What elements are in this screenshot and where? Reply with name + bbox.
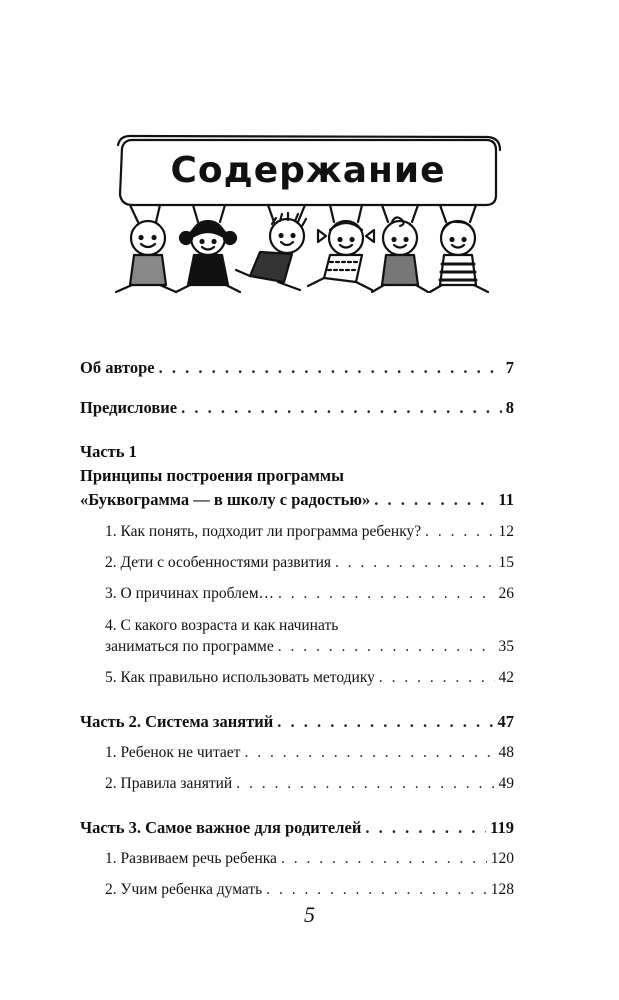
toc-part-3 [80,818,514,900]
toc-subentry[interactable] [80,553,514,573]
dot-leader [181,398,502,418]
toc-page-number: 120 [490,850,514,867]
toc-part-1 [80,440,514,688]
toc-subentry[interactable] [80,522,514,542]
toc-subentry-line1: 4. С какого возраста и как начинать [105,617,339,634]
toc-entry-title: Часть 2. Система занятий [80,712,274,731]
toc-entry-title: 3. О причинах проблем… [105,585,275,602]
dot-leader [335,553,494,573]
toc-entry-title: «Буквограмма — в школу с радостью» [80,490,371,509]
toc-entry-title: 2. Учим ребенка думать [105,881,263,898]
toc-entry-part-3[interactable] [80,818,514,838]
toc-entry-preface[interactable] [80,398,514,418]
dot-leader [266,880,487,900]
toc-entry-title: 2. Правила занятий [105,775,233,792]
toc-page-number: 8 [505,398,514,417]
toc-entry-part-1[interactable] [80,488,514,512]
toc-entry-title: Предисловие [80,398,178,417]
toc-page-number: 47 [497,712,514,731]
dot-leader [278,637,495,657]
toc-part-2 [80,712,514,794]
toc-entry-title: 5. Как правильно использовать методику [105,669,375,686]
toc-page-number: 12 [498,523,514,540]
toc-entry-title: 1. Как понять, подходит ли программа ребенку? [105,523,422,540]
toc-page-number: 26 [498,585,514,602]
dot-leader [159,358,502,378]
toc-subentry[interactable] [80,849,514,869]
toc-entry-title: заниматься по программе [105,638,274,655]
toc-entry-title: Об авторе [80,358,155,377]
toc-subentry[interactable] [80,774,514,794]
toc-page-number: 11 [498,490,514,509]
toc-subentry[interactable] [80,584,514,604]
toc-subentry[interactable] [80,637,514,657]
dot-leader [236,774,494,794]
toc-entry-title: Часть 3. Самое важное для родителей [80,818,362,837]
dot-leader [278,584,494,604]
toc-page-number: 119 [490,818,514,837]
toc-page-number: 42 [498,669,514,686]
toc-page-number: 49 [498,775,514,792]
toc-entry-part-2[interactable] [80,712,514,732]
toc-subentry[interactable] [80,668,514,688]
toc-entry-title: 1. Ребенок не читает [105,744,241,761]
part-1-title-line1: Принципы построения программы [80,466,344,485]
dot-leader [379,668,495,688]
dot-leader [244,743,494,763]
toc-entry-title: 2. Дети с особенностями развития [105,554,332,571]
dot-leader [374,488,494,512]
toc-page-number: 15 [498,554,514,571]
toc-entry-title: 1. Развиваем речь ребенка [105,850,277,867]
contents-heading: Содержание [170,150,446,191]
part-1-label: Часть 1 [80,442,137,461]
toc-page-number: 35 [498,638,514,655]
dot-leader [277,712,493,732]
toc-page-number: 128 [490,881,514,898]
dot-leader [425,522,494,542]
dot-leader [281,849,487,869]
toc-page-number: 7 [505,358,514,377]
table-of-contents [80,358,514,900]
toc-entry-about-author[interactable] [80,358,514,378]
toc-subentry[interactable] [80,880,514,900]
dot-leader [365,818,486,838]
toc-subentry[interactable] [80,743,514,763]
toc-page-number: 48 [498,744,514,761]
page-number: 5 [304,902,315,927]
